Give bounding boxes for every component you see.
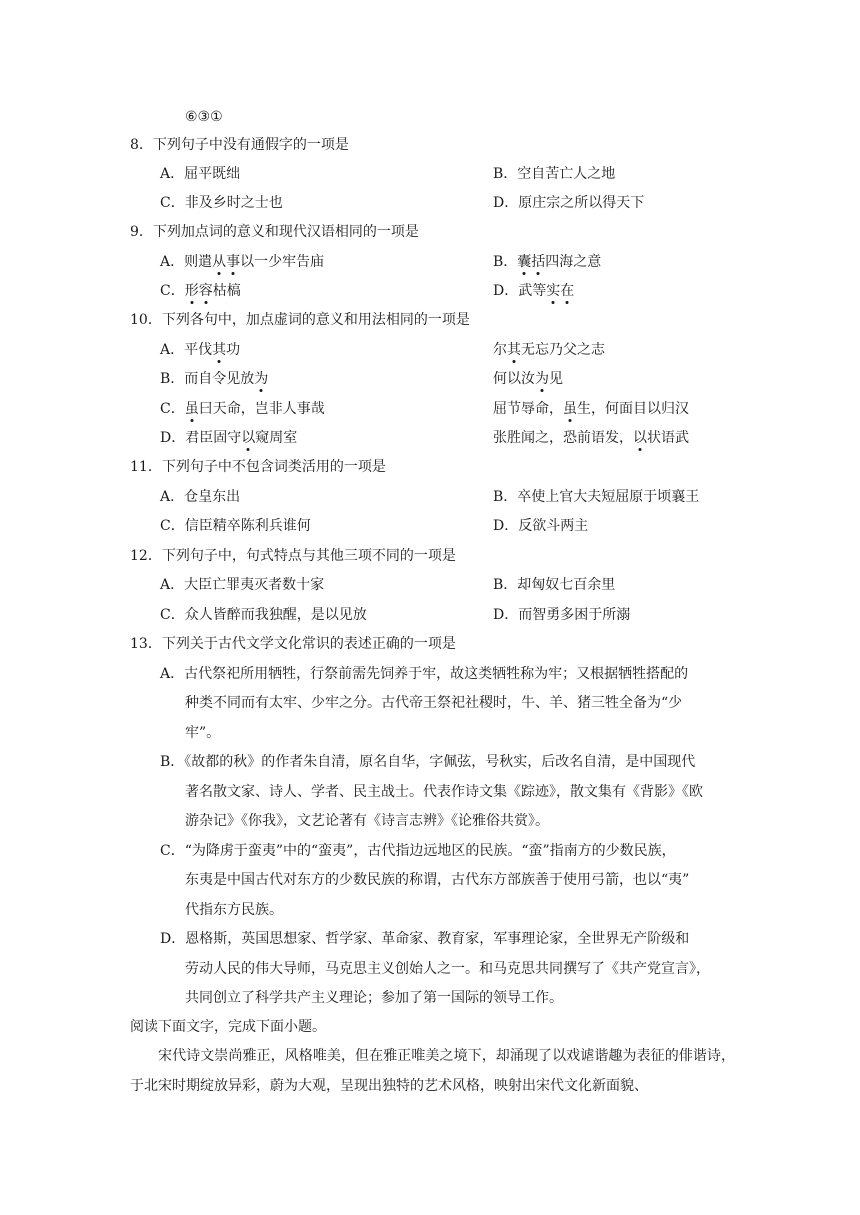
dotted-char: 容	[198, 283, 213, 299]
question-10-option-b-right	[493, 369, 563, 389]
option-text: D．武等	[493, 283, 547, 299]
question-10-option-c-right	[493, 399, 689, 419]
question-13-stem: 13．下列关于古代文学文化常识的表述正确的一项是	[130, 636, 456, 652]
question-10-option-b-left	[160, 369, 268, 389]
option-text: 窥周室	[255, 430, 298, 446]
question-11-option-c: C．信臣精卒陈利兵谁何	[160, 518, 311, 534]
previous-answer: ⑥③①	[185, 109, 223, 125]
question-8-option-a: A．屈平既绌	[160, 166, 241, 182]
dotted-char: 括	[531, 254, 546, 270]
dotted-char: 事	[226, 254, 241, 270]
question-13-option-b-line: B．《故都的秋》的作者朱自清，原名自华，字佩弦，号秋实，后改名自清，是中国现代	[160, 754, 696, 770]
option-text: C．	[160, 401, 185, 417]
option-text: 状语武	[647, 430, 689, 446]
question-10-stem: 10．下列各句中，加点虚词的意义和用法相同的一项是	[130, 312, 470, 328]
question-12-option-c: C．众人皆醉而我独醒，是以见放	[160, 607, 367, 623]
option-text: 四海之意	[545, 254, 602, 270]
question-9-stem: 9．下列加点词的意义和现代汉语相同的一项是	[130, 224, 419, 240]
question-13-option-b-line: 游杂记》《你我》，文艺论著有《诗言志辨》《论雅俗共赏》。	[185, 813, 549, 829]
option-text: B．而自令见放	[160, 371, 255, 387]
question-8-stem: 8．下列句子中没有通假字的一项是	[130, 137, 349, 153]
question-8-option-c: C．非及乡时之士也	[160, 195, 283, 211]
question-13-option-c-line: 东夷是中国古代对东方的少数民族的称谓，古代东方部族善于使用弓箭，也以“夷”	[185, 872, 690, 888]
question-8-option-b: B．空自苦亡人之地	[493, 166, 616, 182]
option-text: 以一少牢告庙	[240, 254, 325, 270]
question-9-option-a	[160, 252, 324, 272]
question-10-option-a-left	[160, 340, 240, 360]
reading-paragraph: 宋代诗文崇尚雅正，风格唯美，但在雅正唯美之境下，却涌现了以戏谑谐趣为表征的俳谐诗，于北宋时期绽放异彩，蔚为大观，呈现出独特的艺术风格，映射出宋代文化新面貌、	[130, 1048, 735, 1094]
question-13-option-d-line: 劳动人民的伟大导师，马克思主义创始人之一。和马克思共同撰写了《共产党宣言》，	[185, 961, 710, 977]
option-text: A．平伐	[160, 342, 213, 358]
option-text: 张胜闻之，恐前语发，	[493, 430, 633, 446]
question-9-option-c	[160, 281, 241, 301]
question-13-option-c-line: 代指东方民族。	[185, 902, 283, 918]
question-8-option-d: D．原庄宗之所以得天下	[493, 195, 645, 211]
option-text: 见	[549, 371, 563, 387]
option-text: D．君臣固守	[160, 430, 242, 446]
question-10-option-c-left	[160, 399, 325, 419]
question-10-option-a-right	[493, 340, 605, 360]
question-13-option-a-line: 牢”。	[185, 725, 221, 741]
question-12-option-d: D．而智勇多困于所溺	[493, 607, 631, 623]
question-13-option-a-line: A．古代祭祀所用牺牲，行祭前需先饲养于牢，故这类牺牲称为牢；又根据牺牲搭配的	[160, 666, 689, 682]
question-13-option-b-line: 著名散文家、诗人、学者、民主战士。代表作诗文集《踪迹》，散文集有《背影》《欧	[185, 784, 703, 800]
dotted-char: 其	[507, 342, 521, 358]
dotted-char: 在	[560, 283, 575, 299]
question-13-option-c-line: C．“为降虏于蛮夷”中的“蛮夷”，古代指边远地区的民族。“蛮”指南方的少数民族，	[160, 843, 676, 859]
question-11-option-d: D．反欲斗两主	[493, 518, 589, 534]
option-text: 曰天命，岂非人事哉	[198, 401, 325, 417]
option-text: 生，何面目以归汉	[577, 401, 689, 417]
option-text: A．则遣	[160, 254, 213, 270]
option-text: 尔	[493, 342, 507, 358]
option-text: 无忘乃父之志	[521, 342, 605, 358]
reading-instruction: 阅读下面文字，完成下面小题。	[130, 1019, 326, 1035]
dotted-char: 虽	[563, 401, 577, 417]
dotted-char: 囊	[517, 254, 532, 270]
dotted-char: 以	[633, 430, 647, 446]
dotted-char: 为	[254, 371, 269, 387]
option-text: 屈节辱命，	[493, 401, 563, 417]
question-10-option-d-right	[493, 428, 689, 448]
question-12-option-b: B．却匈奴七百余里	[493, 577, 616, 593]
dotted-char: 虽	[184, 401, 199, 417]
option-text: 功	[226, 342, 241, 358]
option-text: 何以汝	[493, 371, 535, 387]
option-text: C．	[160, 283, 185, 299]
question-12-stem: 12．下列句子中，句式特点与其他三项不同的一项是	[130, 548, 456, 564]
dotted-char: 为	[535, 371, 549, 387]
dotted-char: 从	[212, 254, 227, 270]
question-13-option-d-line: 共同创立了科学共产主义理论；参加了第一国际的领导工作。	[185, 990, 563, 1006]
dotted-char: 形	[184, 283, 199, 299]
question-11-option-b: B．卒使上官大夫短屈原于顷襄王	[493, 489, 700, 505]
question-13-option-d-line: D．恩格斯，英国思想家、哲学家、革命家、教育家，军事理论家，全世界无产阶级和	[160, 931, 690, 947]
question-10-option-d-left	[160, 428, 297, 448]
dotted-char: 以	[241, 430, 256, 446]
dotted-char: 实	[546, 283, 561, 299]
question-9-option-b	[493, 252, 601, 272]
question-12-option-a: A．大臣亡罪夷灭者数十家	[160, 577, 325, 593]
question-9-option-d	[493, 281, 574, 301]
question-11-option-a: A．仓皇东出	[160, 489, 241, 505]
option-text: B．	[493, 254, 518, 270]
option-text: 枯槁	[212, 283, 241, 299]
question-13-option-a-line: 种类不同而有太牢、少牢之分。古代帝王祭祀社稷时，牛、羊、猪三牲全备为“少	[185, 695, 683, 711]
dotted-char: 其	[212, 342, 227, 358]
question-11-stem: 11．下列句子中不包含词类活用的一项是	[130, 459, 386, 475]
